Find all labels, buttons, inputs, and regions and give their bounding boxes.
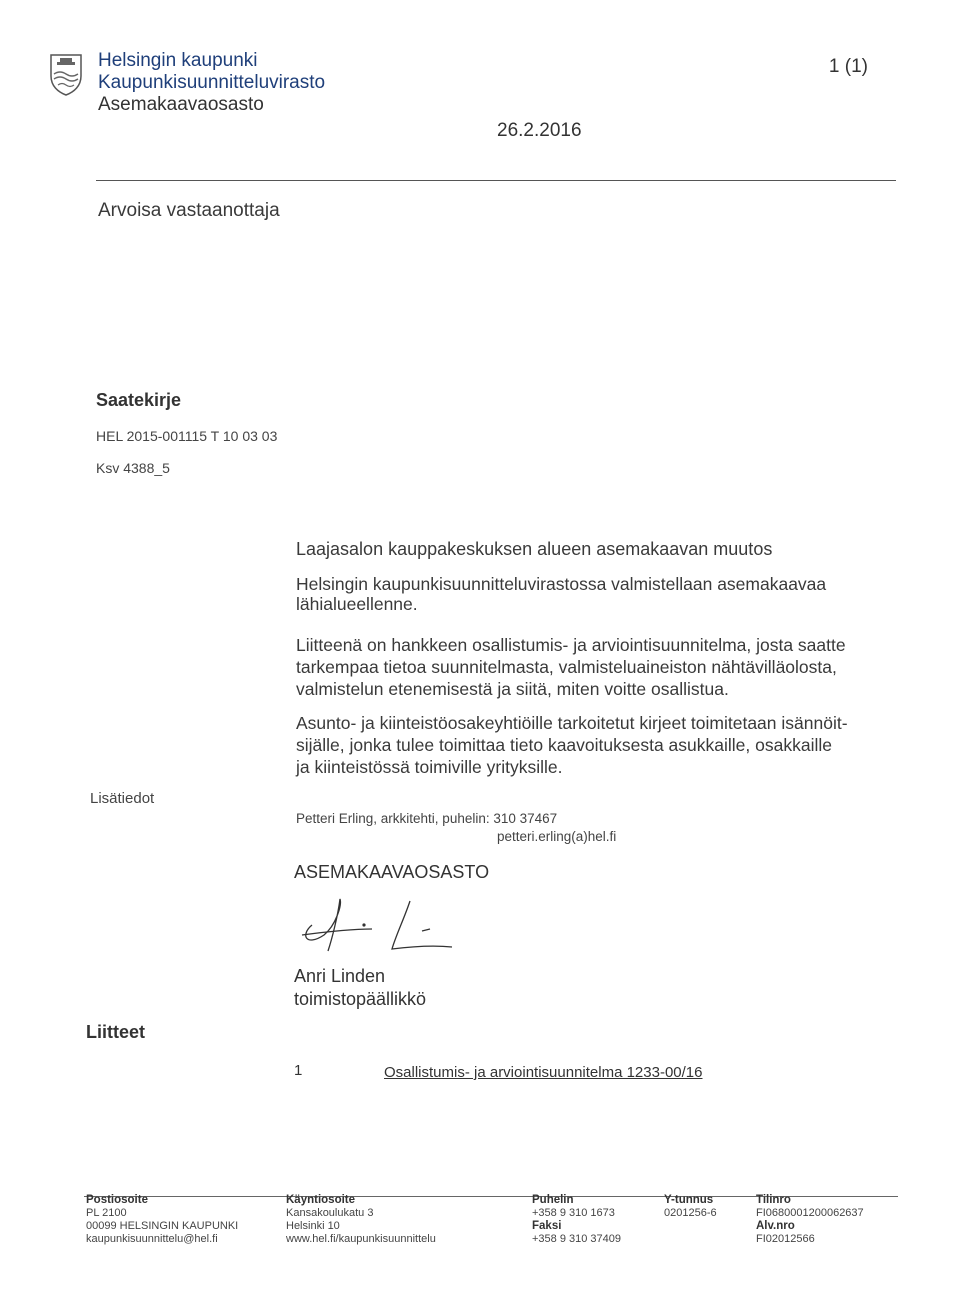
contact-person: Petteri Erling, arkkitehti, puhelin: 310 37467 [296,811,558,826]
body-paragraph-2-line-3: valmistelun etenemisestä ja siitä, miten voitte osallistua. [296,679,729,699]
body-title: Laajasalon kauppakeskuksen alueen asemakaavan muutos [296,539,773,559]
puhelin-heading: Puhelin [532,1194,574,1206]
document-date: 26.2.2016 [497,120,582,141]
postiosoite-heading: Postiosoite [86,1194,148,1206]
body-paragraph-2-line-2: tarkempaa tietoa suunnitelmasta, valmisteluaineiston nähtävilläolosta, [296,657,837,677]
body-paragraph-3-line-1: Asunto- ja kiinteistöosakeyhtiöille tarkoitetut kirjeet toimitetaan isännöit- [296,713,848,733]
postiosoite-line-1: PL 2100 [86,1207,127,1219]
contact-email: petteri.erling(a)hel.fi [497,829,617,844]
kayntiosoite-website[interactable]: www.hel.fi/kaupunkisuunnittelu [286,1233,436,1245]
salutation: Arvoisa vastaanottaja [98,200,280,221]
footer-tilinro [756,1194,864,1246]
ytunnus-value: 0201256-6 [664,1207,717,1219]
body-paragraph-1-line-1: Helsingin kaupunkisuunnitteluvirastossa valmistellaan asemakaavaa [296,574,827,594]
alv-value: FI02012566 [756,1233,815,1245]
tilinro-value: FI0680001200062637 [756,1207,864,1219]
footer-puhelin [532,1194,621,1246]
postiosoite-line-2: 00099 HELSINGIN KAUPUNKI [86,1220,239,1232]
reference-hel: HEL 2015-001115 T 10 03 03 [96,428,278,444]
alv-heading: Alv.nro [756,1220,795,1232]
document-type: Saatekirje [96,390,182,410]
kayntiosoite-line-2: Helsinki 10 [286,1220,340,1232]
body-paragraph-2-line-1: Liitteenä on hankkeen osallistumis- ja arviointisuunnitelma, josta saatte [296,635,846,655]
body-paragraph-3-line-3: ja kiinteistössä toimiville yrityksille. [296,757,563,777]
signature-department: ASEMAKAAVAOSASTO [294,862,490,882]
ytunnus-heading: Y-tunnus [664,1194,714,1206]
body-paragraph-3-line-2: sijälle, jonka tulee toimittaa tieto kaavoituksesta asukkaille, osakkaille [296,735,832,755]
signer-name: Anri Linden [294,966,386,986]
page-number: 1 (1) [828,56,868,77]
liitteet-label: Liitteet [86,1022,146,1042]
signer-title: toimistopäällikkö [294,989,427,1009]
org-agency: Kaupunkisuunnitteluvirasto [98,72,326,93]
body-paragraph-1-line-2: lähialueellenne. [296,594,418,614]
footer-postiosoite [86,1194,238,1246]
org-name: Helsingin kaupunki [98,50,258,71]
kayntiosoite-line-1: Kansakoulukatu 3 [286,1207,374,1219]
attachment-number: 1 [294,1062,303,1079]
org-department: Asemakaavaosasto [98,94,264,115]
helsinki-crest-icon [48,52,84,96]
handwritten-signature [292,895,462,955]
footer-kayntiosoite [286,1194,436,1246]
footer-ytunnus [664,1194,717,1220]
puhelin-value: +358 9 310 1673 [532,1207,615,1219]
reference-ksv: Ksv 4388_5 [96,460,170,476]
lisatiedot-label: Lisätiedot [90,790,155,807]
attachment-link[interactable]: Osallistumis- ja arviointisuunnitelma 1233-00/16 [384,1064,703,1081]
tilinro-heading: Tilinro [756,1194,791,1206]
kayntiosoite-heading: Käyntiosoite [286,1194,356,1206]
faksi-heading: Faksi [532,1220,562,1232]
faksi-value: +358 9 310 37409 [532,1233,622,1245]
header-divider [96,180,896,181]
postiosoite-email[interactable]: kaupunkisuunnittelu@hel.fi [86,1233,218,1245]
